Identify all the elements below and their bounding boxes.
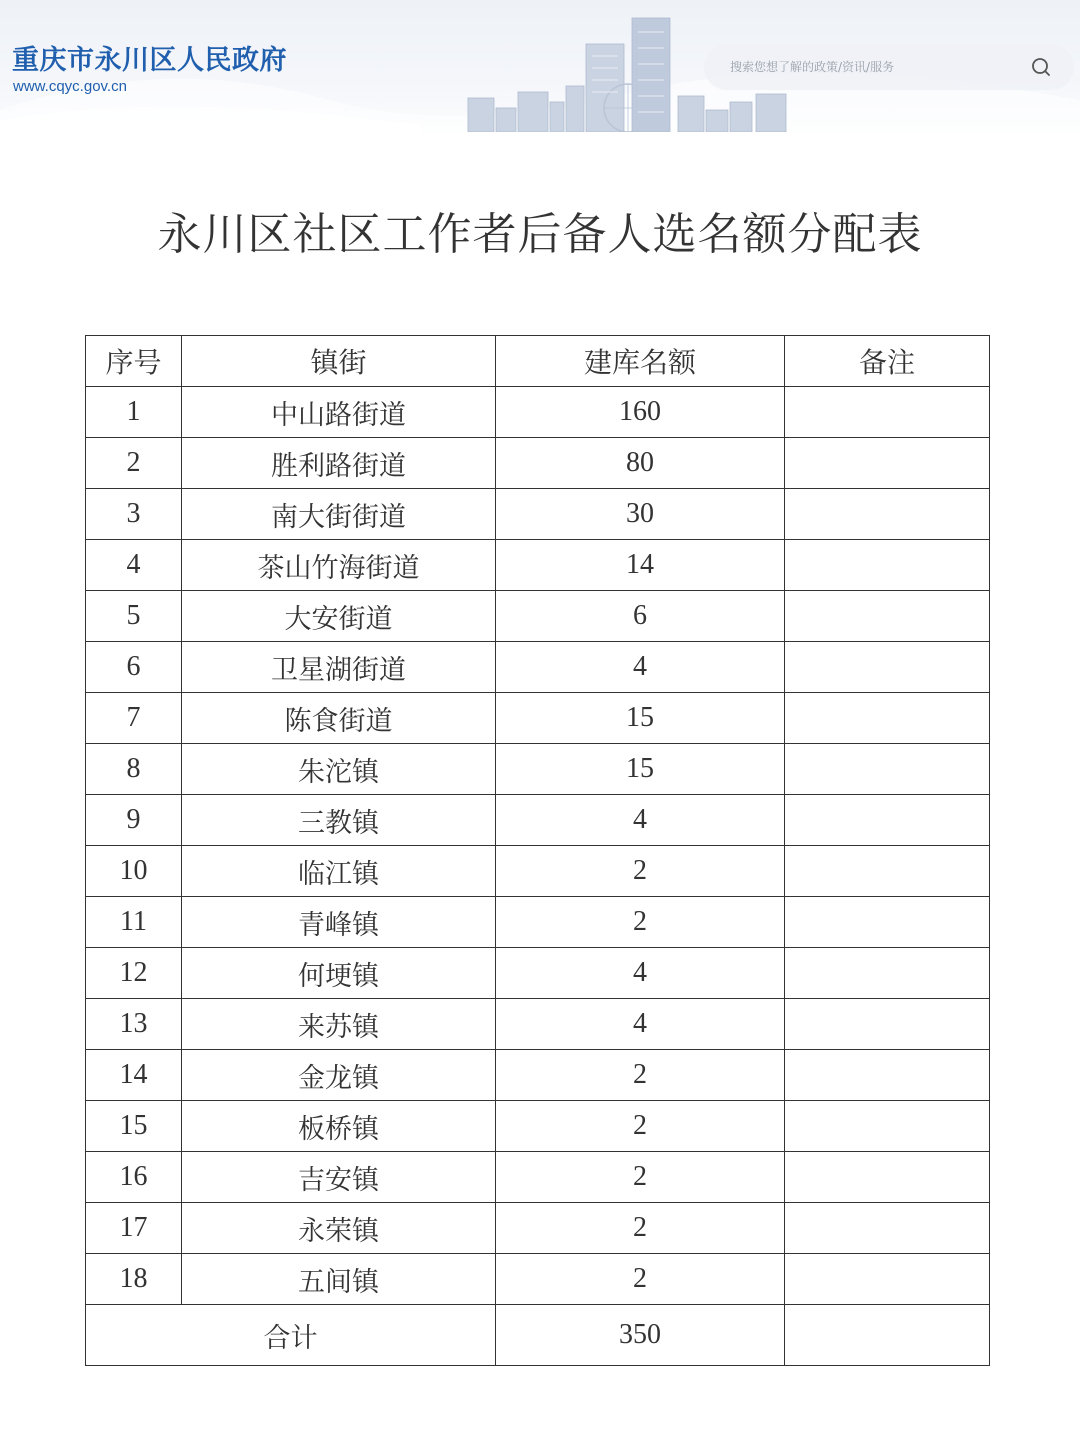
table-header-row [86,336,990,387]
total-row [86,1305,990,1366]
row-note [785,693,990,744]
row-quota: 80 [496,438,785,489]
row-quota: 160 [496,387,785,438]
row-note [785,1203,990,1254]
row-quota: 4 [496,999,785,1050]
row-note [785,489,990,540]
total-note [785,1305,990,1366]
row-town: 来苏镇 [182,999,496,1050]
site-header [0,0,1080,132]
row-note [785,948,990,999]
row-index: 9 [86,795,182,846]
row-index: 7 [86,693,182,744]
row-index: 18 [86,1254,182,1305]
row-index: 5 [86,591,182,642]
site-url[interactable]: www.cqyc.gov.cn [13,78,127,95]
row-quota: 30 [496,489,785,540]
total-label: 合计 [86,1305,496,1366]
table-row [86,999,990,1050]
row-town: 中山路街道 [182,387,496,438]
row-quota: 4 [496,948,785,999]
row-index: 11 [86,897,182,948]
row-town: 临江镇 [182,846,496,897]
quota-table [85,335,990,1366]
row-quota: 2 [496,897,785,948]
search-placeholder: 搜索您想了解的政策/资讯/服务 [730,60,895,74]
table-row [86,744,990,795]
row-quota: 2 [496,1254,785,1305]
row-quota: 4 [496,642,785,693]
row-note [785,846,990,897]
row-town: 茶山竹海街道 [182,540,496,591]
row-index: 13 [86,999,182,1050]
table-row [86,948,990,999]
table-row [86,1203,990,1254]
table-row [86,1050,990,1101]
row-note [785,1254,990,1305]
row-note [785,999,990,1050]
row-note [785,438,990,489]
row-town: 吉安镇 [182,1152,496,1203]
table-body [86,387,990,1305]
row-index: 6 [86,642,182,693]
row-town: 卫星湖街道 [182,642,496,693]
header-town: 镇街 [182,336,496,387]
row-note [785,795,990,846]
row-quota: 4 [496,795,785,846]
table-row [86,1152,990,1203]
row-note [785,591,990,642]
row-quota: 15 [496,693,785,744]
row-quota: 2 [496,1101,785,1152]
table-row [86,693,990,744]
row-quota: 2 [496,1203,785,1254]
row-quota: 2 [496,1152,785,1203]
row-town: 胜利路街道 [182,438,496,489]
row-town: 三教镇 [182,795,496,846]
table-row [86,591,990,642]
row-town: 板桥镇 [182,1101,496,1152]
search-input[interactable] [704,44,1074,90]
row-index: 3 [86,489,182,540]
row-quota: 14 [496,540,785,591]
table-row [86,1254,990,1305]
table-row [86,897,990,948]
table-row [86,438,990,489]
row-quota: 15 [496,744,785,795]
table-row [86,795,990,846]
site-name[interactable]: 重庆市永川区人民政府 [12,45,287,76]
header-index: 序号 [86,336,182,387]
row-index: 16 [86,1152,182,1203]
row-town: 大安街道 [182,591,496,642]
row-town: 朱沱镇 [182,744,496,795]
table-row [86,846,990,897]
row-index: 1 [86,387,182,438]
row-town: 金龙镇 [182,1050,496,1101]
table-row [86,387,990,438]
row-index: 10 [86,846,182,897]
row-quota: 2 [496,846,785,897]
row-town: 五间镇 [182,1254,496,1305]
row-index: 14 [86,1050,182,1101]
row-town: 永荣镇 [182,1203,496,1254]
header-quota: 建库名额 [496,336,785,387]
table-row [86,489,990,540]
row-index: 12 [86,948,182,999]
row-index: 2 [86,438,182,489]
row-index: 17 [86,1203,182,1254]
total-quota: 350 [496,1305,785,1366]
row-note [785,540,990,591]
row-note [785,642,990,693]
table-row [86,1101,990,1152]
table-row [86,642,990,693]
search-icon[interactable] [1030,56,1052,78]
row-note [785,1101,990,1152]
row-note [785,1152,990,1203]
row-index: 8 [86,744,182,795]
row-town: 南大街街道 [182,489,496,540]
row-index: 4 [86,540,182,591]
row-note [785,897,990,948]
row-quota: 2 [496,1050,785,1101]
row-note [785,1050,990,1101]
row-town: 何埂镇 [182,948,496,999]
row-note [785,744,990,795]
row-town: 陈食街道 [182,693,496,744]
row-note [785,387,990,438]
row-index: 15 [86,1101,182,1152]
row-town: 青峰镇 [182,897,496,948]
row-quota: 6 [496,591,785,642]
header-note: 备注 [785,336,990,387]
page-title: 永川区社区工作者后备人选名额分配表 [157,209,923,260]
table-row [86,540,990,591]
